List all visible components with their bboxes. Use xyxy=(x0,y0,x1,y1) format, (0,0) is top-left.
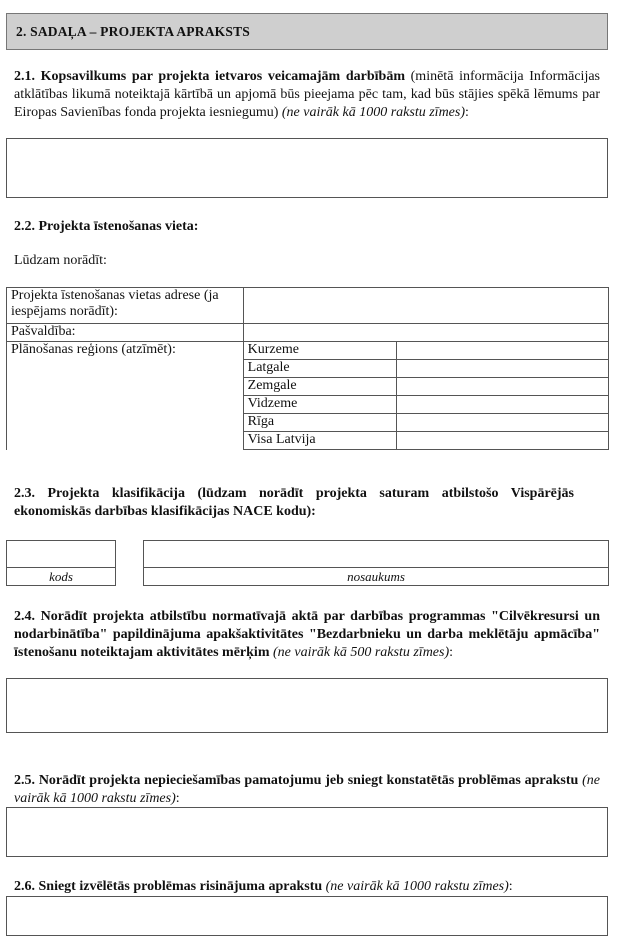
answer-2-6-textarea[interactable] xyxy=(6,896,608,936)
section-header xyxy=(6,13,608,50)
question-2-4-limit: (ne vairāk kā 500 rakstu zīmes) xyxy=(269,645,450,660)
nace-code-label: kods xyxy=(49,569,73,584)
question-2-6-colon: : xyxy=(508,879,513,894)
question-2-5-limit: (ne vairāk kā 1000 rakstu zīmes) xyxy=(14,773,600,806)
question-2-6 xyxy=(14,878,600,896)
region-mark-zemgale[interactable] xyxy=(397,378,609,396)
question-2-1 xyxy=(14,68,600,122)
region-mark-visa-latvija[interactable] xyxy=(397,432,609,450)
region-mark-riga[interactable] xyxy=(397,414,609,432)
question-2-1-title: 2.1. Kopsavilkums par projekta ietvaros veicamajām darbībām xyxy=(14,69,405,84)
question-2-2-title: 2.2. Projekta īstenošanas vieta: xyxy=(14,219,199,234)
region-mark-vidzeme[interactable] xyxy=(397,396,609,414)
answer-2-5-textarea[interactable] xyxy=(6,807,608,857)
region-label: Plānošanas reģions (atzīmēt): xyxy=(7,342,244,450)
region-mark-latgale[interactable] xyxy=(397,360,609,378)
address-input[interactable] xyxy=(243,288,608,324)
nace-name-label: nosaukums xyxy=(347,569,405,584)
question-2-5-colon: : xyxy=(175,791,180,806)
question-2-3-title: 2.3. Projekta klasifikācija (lūdzam norādīt projekta saturam atbilstošo Vispārējās ekonomiskās darbības klasifikācijas NACE kodu): xyxy=(14,486,574,519)
question-2-5 xyxy=(14,772,600,808)
question-2-4 xyxy=(14,608,600,662)
region-name: Rīga xyxy=(243,414,397,432)
region-name: Vidzeme xyxy=(243,396,397,414)
question-2-1-colon: : xyxy=(465,105,469,120)
question-2-5-title: 2.5. Norādīt projekta nepieciešamības pamatojumu jeb sniegt konstatētās problēmas aprakstu xyxy=(14,773,579,788)
answer-2-1-textarea[interactable] xyxy=(6,138,608,198)
nace-name-box[interactable] xyxy=(143,540,609,586)
section-title: SADAĻA – PROJEKTA APRAKSTS xyxy=(30,24,250,39)
municipality-input[interactable] xyxy=(243,324,608,342)
region-name: Latgale xyxy=(243,360,397,378)
divider xyxy=(7,567,115,568)
question-2-1-limit: (ne vairāk kā 1000 rakstu zīmes) xyxy=(281,105,466,120)
divider xyxy=(144,567,608,568)
municipality-label: Pašvaldība: xyxy=(7,324,244,342)
question-2-1-text: (minētā informācija Informācijas atklātības likumā noteiktajā kārtībā un apjomā būs pieejama pēc tam, kad būs stājies spēkā lēmums par Eiropas Savienības fonda projekta iesniegumu) xyxy=(14,69,600,120)
section-number: 2. xyxy=(16,24,27,39)
region-name: Visa Latvija xyxy=(243,432,397,450)
question-2-4-title: 2.4. Norādīt projekta atbilstību normatīvajā aktā par darbības programmas "Cilvēkresursi un nodarbinātība" papildinājuma apakšaktivitātes "Bezdarbnieku un darba meklētāju apmācība" īstenošanu noteiktajam aktivitātes mērķim xyxy=(14,609,600,660)
question-2-6-title: 2.6. Sniegt izvēlētās problēmas risinājuma aprakstu xyxy=(14,879,323,894)
address-label: Projekta īstenošanas vietas adrese (ja iespējams norādīt): xyxy=(7,288,244,324)
answer-2-4-textarea[interactable] xyxy=(6,678,608,733)
question-2-2-instruction: Lūdzam norādīt: xyxy=(14,253,107,268)
region-name: Kurzeme xyxy=(243,342,397,360)
region-mark-kurzeme[interactable] xyxy=(397,342,609,360)
question-2-4-colon: : xyxy=(449,645,454,660)
nace-code-box[interactable] xyxy=(6,540,116,586)
region-name: Zemgale xyxy=(243,378,397,396)
question-2-6-limit: (ne vairāk kā 1000 rakstu zīmes) xyxy=(322,879,509,894)
location-table xyxy=(6,287,609,450)
